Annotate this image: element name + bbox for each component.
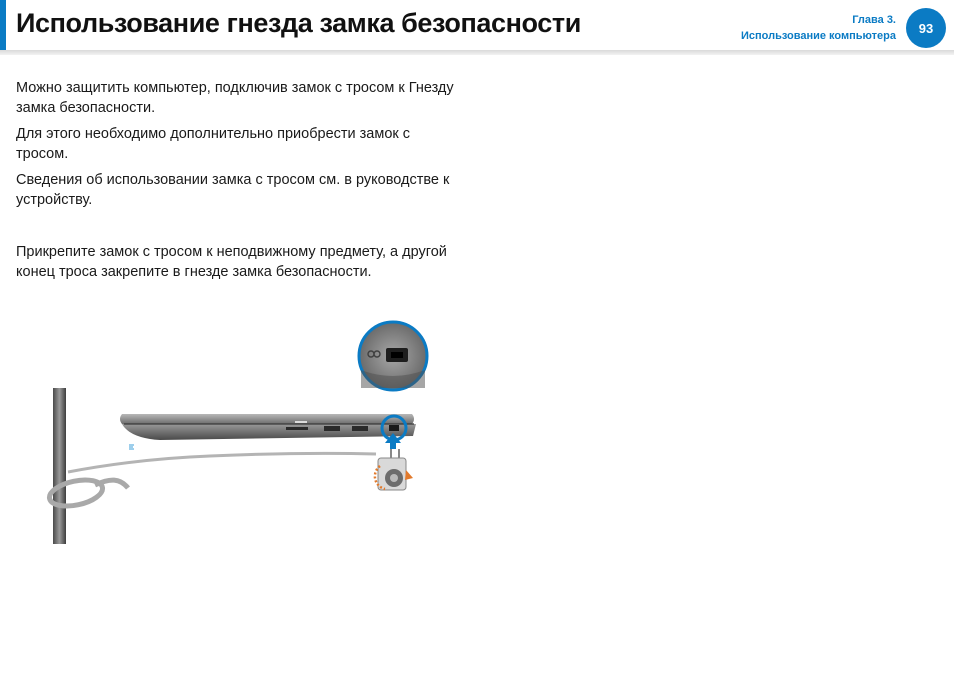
pole [53, 388, 66, 544]
chapter-label [741, 12, 896, 44]
laptop-lock-illustration [40, 318, 440, 544]
cable-tag-mark [129, 445, 134, 449]
usb-port-2 [352, 426, 368, 431]
paragraph-instruction: Прикрепите замок с тросом к неподвижному предмету, а другой конец троса закрепите в гнезде замка безопасности. [16, 244, 447, 280]
header-accent-bar [0, 0, 6, 50]
paragraph-purchase: Для этого необходимо дополнительно приобрести замок с тросом. [16, 126, 411, 162]
security-cable [68, 453, 376, 472]
page-number-badge: 93 [906, 8, 946, 48]
card-slot [286, 427, 308, 430]
lock-slot [389, 425, 399, 431]
cable-lock-icon [375, 449, 413, 490]
usb-port-1 [324, 426, 340, 431]
laptop-side-view [120, 414, 416, 440]
paragraph-intro: Можно защитить компьютер, подключив замок с тросом к Гнезду замка безопасности. [16, 80, 454, 116]
chapter-name: Использование компьютера [740, 30, 896, 42]
header-divider [0, 50, 954, 55]
zoom-bubble [359, 322, 427, 390]
paragraph-manual: Сведения об использовании замка с тросом см. в руководстве к устройству. [16, 172, 450, 208]
page-title: Использование гнезда замка безопасности [16, 8, 581, 38]
chapter-number: Глава 3. [852, 14, 896, 26]
